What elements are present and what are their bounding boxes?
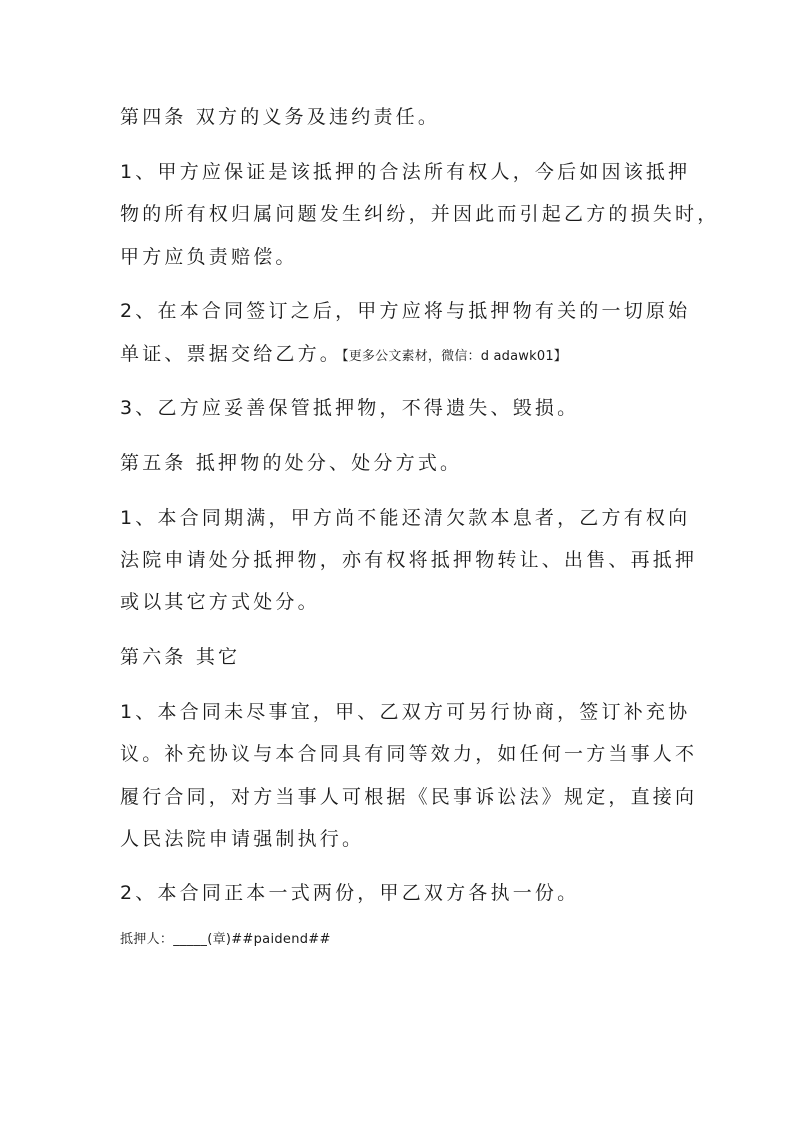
- article-6-clause-1-line-1: 1、本合同未尽事宜，甲、乙双方可另行协商，签订补充协: [120, 701, 691, 723]
- article-4-clause-1-line-1: 1、甲方应保证是该抵押的合法所有权人，今后如因该抵押: [120, 161, 691, 183]
- article-5-clause-1-line-1: 1、本合同期满，甲方尚不能还清欠款本息者，乙方有权向: [120, 507, 691, 529]
- article-4-clause-1-line-2: 物的所有权归属问题发生纠纷，并因此而引起乙方的损失时，: [120, 203, 720, 225]
- article-6-clause-1-line-4: 人民法院申请强制执行。: [120, 828, 365, 850]
- article-4-heading: 第四条 双方的义务及违约责任。: [120, 106, 441, 128]
- article-4-clause-3: 3、乙方应妥善保管抵押物，不得遗失、毁损。: [120, 397, 580, 419]
- article-6-heading: 第六条 其它: [120, 646, 241, 668]
- article-6-clause-1-line-2: 议。补充协议与本合同具有同等效力，如任何一方当事人不: [120, 743, 698, 765]
- article-5-clause-1-line-3: 或以其它方式处分。: [120, 591, 320, 613]
- article-4-clause-2-text: 单证、票据交给乙方。: [120, 343, 343, 365]
- signature-line: 抵押人：_____(章)##paidend##: [120, 932, 331, 947]
- article-4-clause-1-line-3: 甲方应负责赔偿。: [120, 246, 298, 268]
- article-6-clause-1-line-3: 履行合同，对方当事人可根据《民事诉讼法》规定，直接向: [120, 786, 698, 808]
- article-5-clause-1-line-2: 法院申请处分抵押物，亦有权将抵押物转让、出售、再抵押: [120, 549, 698, 571]
- article-4-clause-2-line-2: [120, 342, 567, 369]
- promo-note: 【更多公文素材，微信：d adawk01】: [342, 349, 567, 364]
- article-6-clause-2: 2、本合同正本一式两份，甲乙双方各执一份。: [120, 882, 580, 904]
- article-5-heading: 第五条 抵押物的处分、处分方式。: [120, 452, 463, 474]
- article-4-clause-2-line-1: 2、在本合同签订之后，甲方应将与抵押物有关的一切原始: [120, 300, 691, 322]
